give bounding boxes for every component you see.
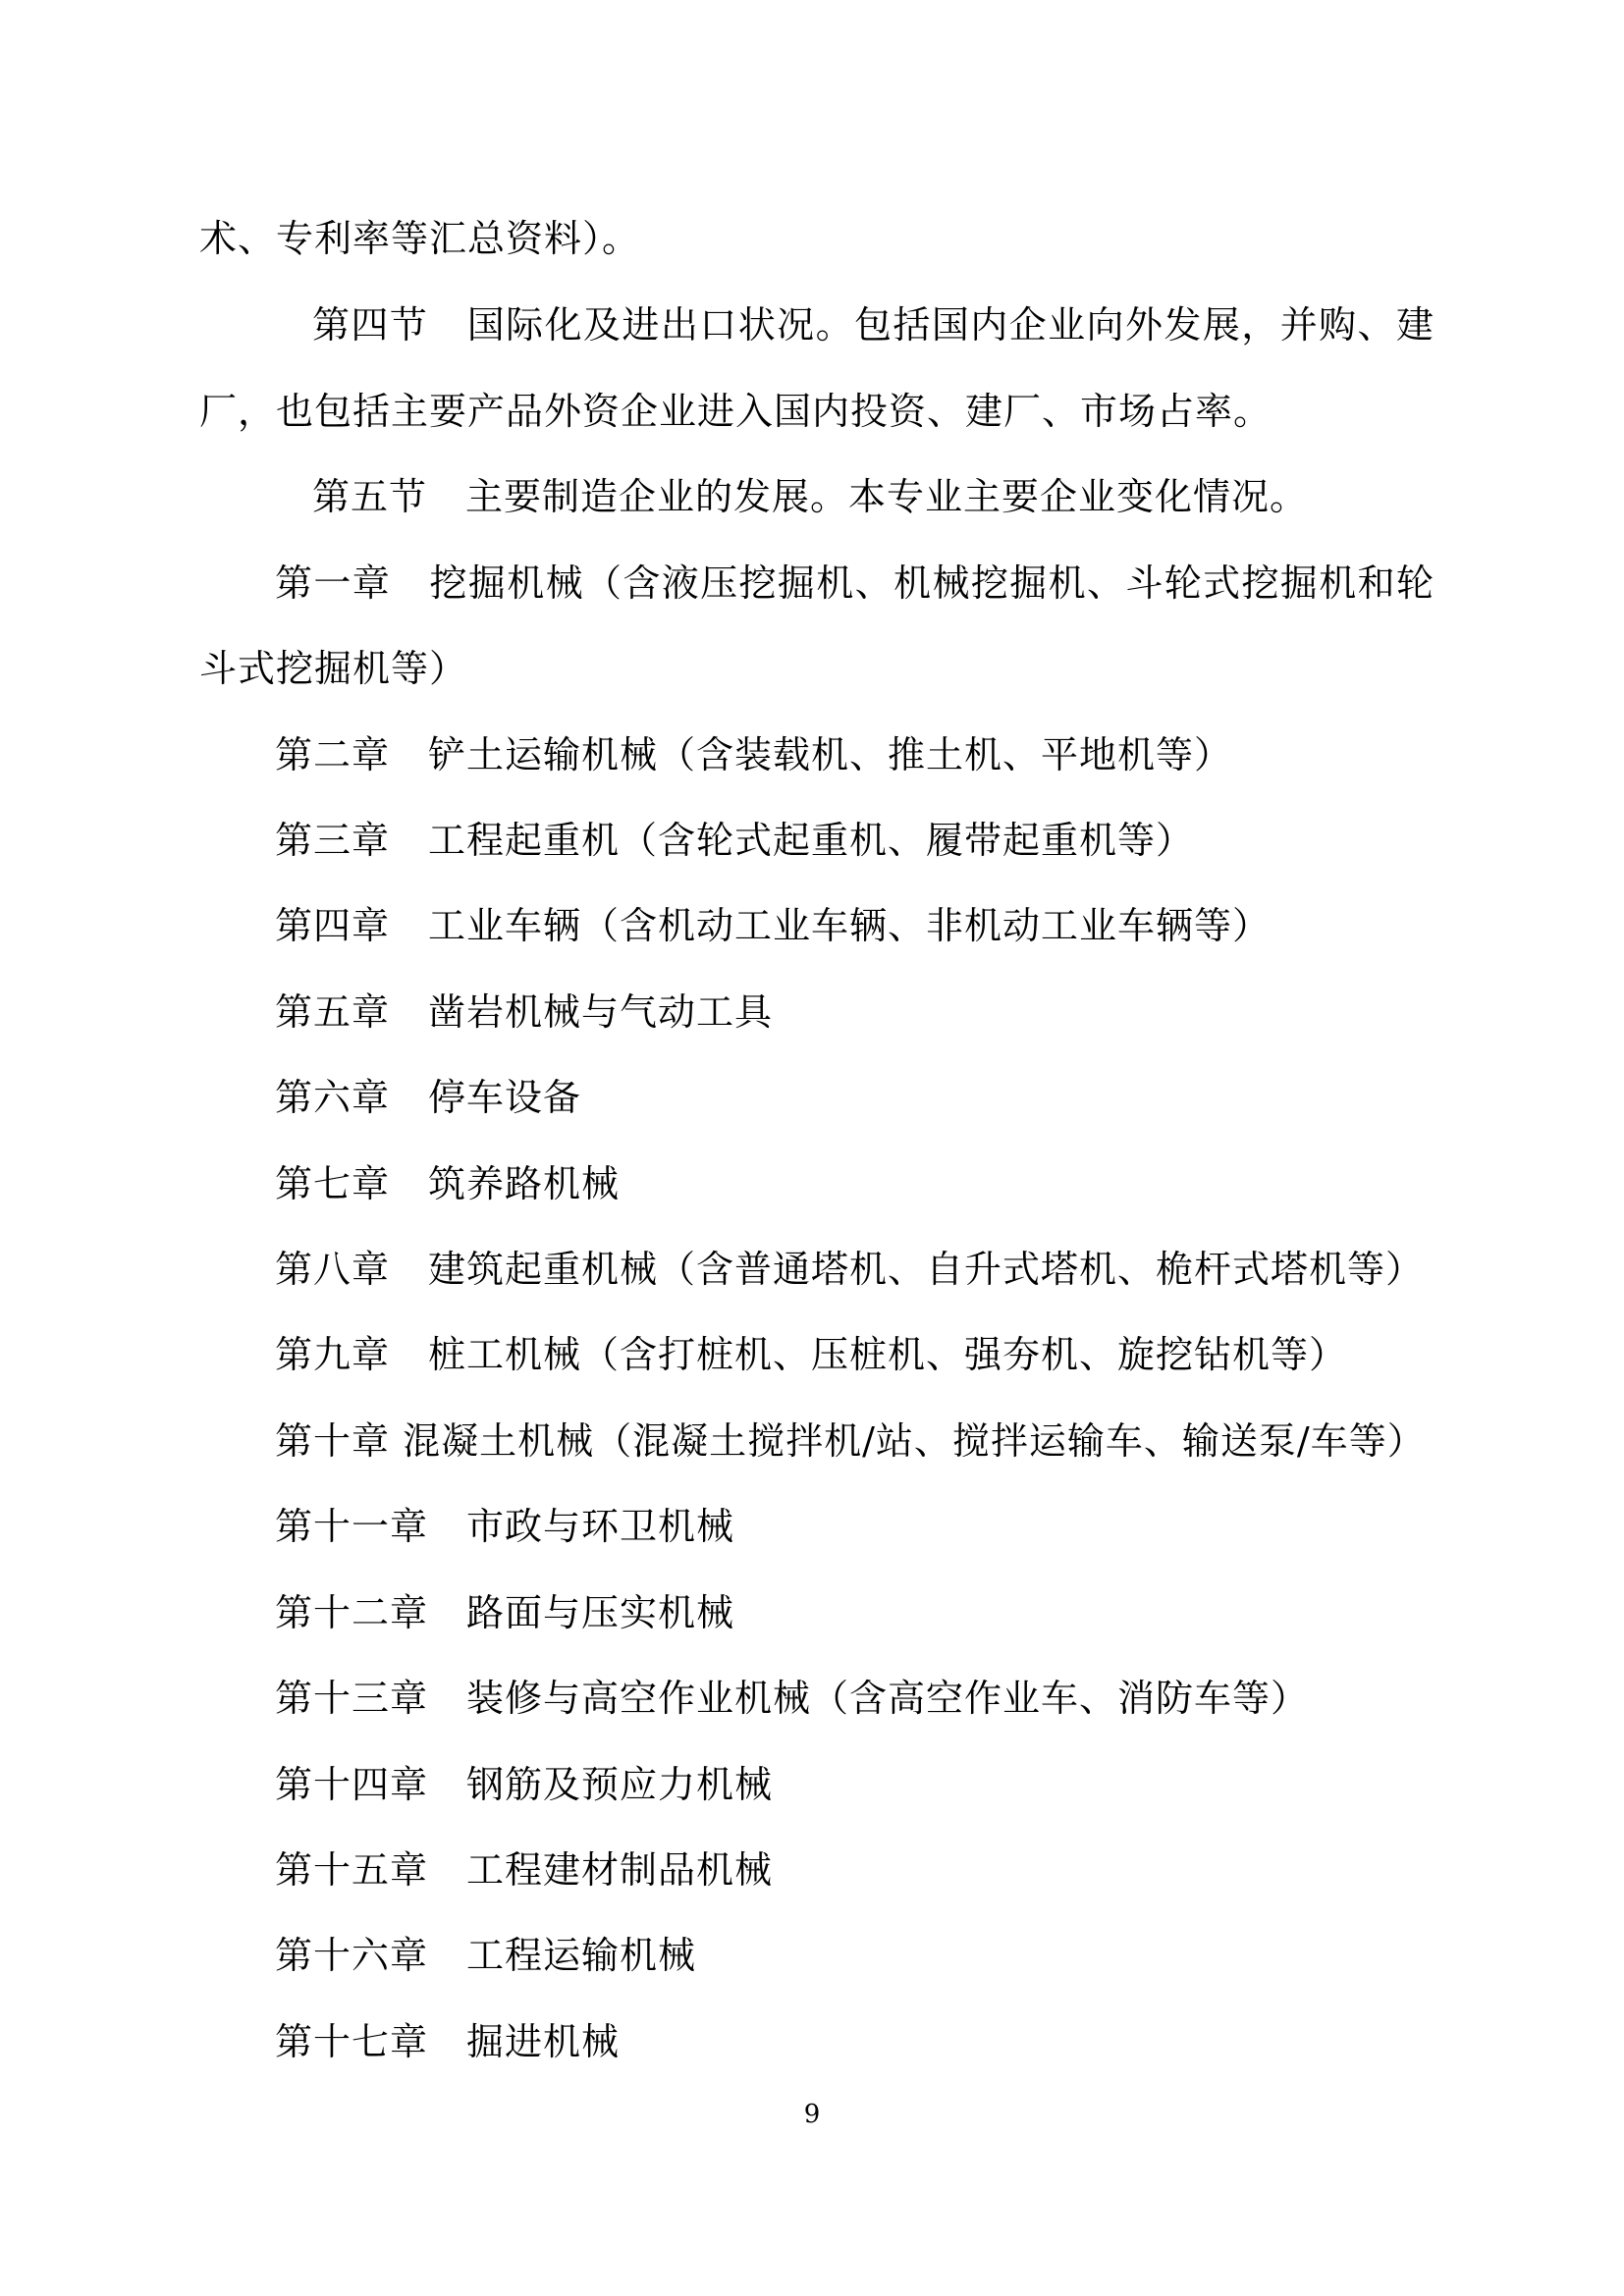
chapter-10-line: 第十章 混凝土机械（混凝土搅拌机/站、搅拌运输车、输送泵/车等） (275, 1419, 1426, 1463)
section-5-line: 第五节 主要制造企业的发展。本专业主要企业变化情况。 (312, 475, 1309, 518)
chapter-17-line: 第十七章 掘进机械 (275, 2020, 621, 2063)
chapter-14-line: 第十四章 钢筋及预应力机械 (275, 1763, 774, 1806)
chapter-11-line: 第十一章 市政与环卫机械 (275, 1505, 735, 1548)
chapter-12-line: 第十二章 路面与压实机械 (275, 1591, 735, 1634)
chapter-7-line: 第七章 筑养路机械 (275, 1162, 621, 1205)
section-4-line-1: 第四节 国际化及进出口状况。包括国内企业向外发展，并购、建 (312, 303, 1435, 347)
chapter-16-line: 第十六章 工程运输机械 (275, 1934, 697, 1977)
chapter-1-line-2: 斗式挖掘机等） (199, 647, 468, 690)
chapter-5-line: 第五章 凿岩机械与气动工具 (275, 990, 774, 1034)
page-number: 9 (803, 2100, 821, 2129)
chapter-4-line: 第四章 工业车辆（含机动工业车辆、非机动工业车辆等） (275, 904, 1272, 947)
chapter-3-line: 第三章 工程起重机（含轮式起重机、履带起重机等） (275, 819, 1195, 862)
chapter-13-line: 第十三章 装修与高空作业机械（含高空作业车、消防车等） (275, 1677, 1310, 1720)
chapter-8-line: 第八章 建筑起重机械（含普通塔机、自升式塔机、桅杆式塔机等） (275, 1248, 1425, 1291)
paragraph-continuation-line: 术、专利率等汇总资料）。 (199, 217, 641, 260)
chapter-2-line: 第二章 铲土运输机械（含装载机、推土机、平地机等） (275, 733, 1233, 776)
chapter-6-line: 第六章 停车设备 (275, 1076, 582, 1119)
chapter-9-line: 第九章 桩工机械（含打桩机、压桩机、强夯机、旋挖钻机等） (275, 1333, 1348, 1376)
section-4-line-2: 厂，也包括主要产品外资企业进入国内投资、建厂、市场占率。 (199, 390, 1272, 433)
chapter-15-line: 第十五章 工程建材制品机械 (275, 1848, 774, 1892)
chapter-1-line-1: 第一章 挖掘机械（含液压挖掘机、机械挖掘机、斗轮式挖掘机和轮 (275, 561, 1435, 605)
